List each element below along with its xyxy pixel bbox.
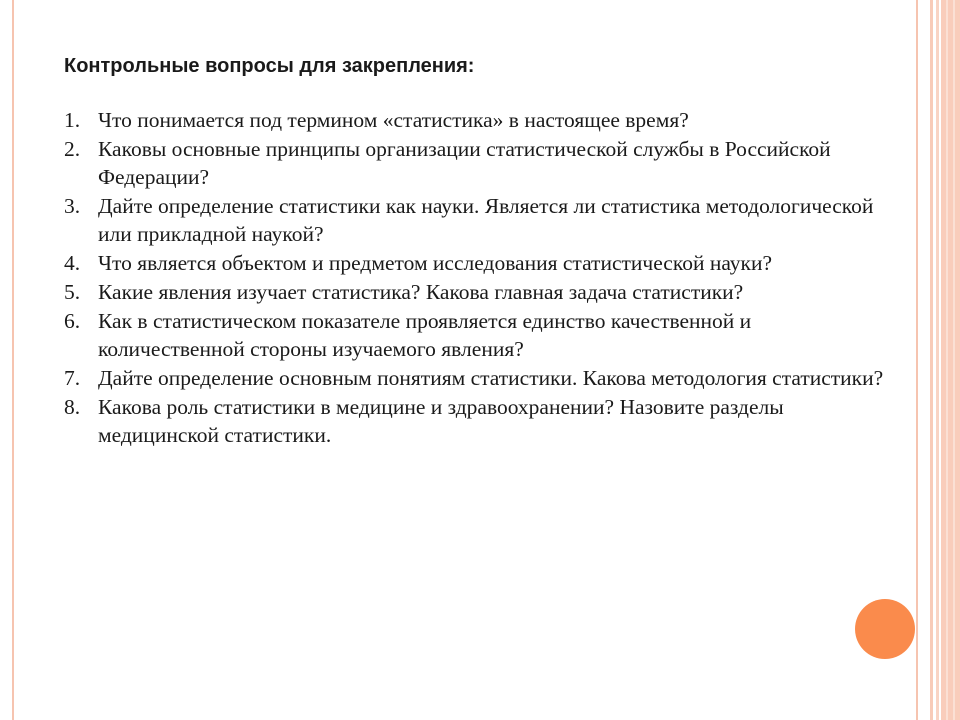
questions-list: [64, 106, 894, 449]
decorative-circle: [855, 599, 915, 659]
list-item: [64, 364, 894, 392]
list-item: [64, 249, 894, 277]
decorative-stripe: [953, 0, 955, 720]
item-number: 4.: [64, 251, 81, 275]
item-number: 5.: [64, 280, 81, 304]
list-item: [64, 393, 894, 449]
item-text: Дайте определение статистики как науки. Является ли статистика методологической или прикладной наукой?: [98, 194, 874, 246]
decorative-stripe: [941, 0, 960, 720]
item-number: 7.: [64, 366, 81, 390]
decorative-stripe: [930, 0, 933, 720]
slide-heading: Контрольные вопросы для закрепления:: [64, 55, 475, 77]
item-text: Как в статистическом показателе проявляется единство качественной и количественной стороны изучаемого явления?: [98, 309, 752, 361]
item-number: 8.: [64, 395, 81, 419]
list-item: [64, 106, 894, 134]
item-text: Какие явления изучает статистика? Какова главная задача статистики?: [98, 280, 744, 304]
slide-content: [64, 52, 894, 450]
list-item: [64, 278, 894, 306]
item-number: 6.: [64, 309, 81, 333]
list-item: [64, 192, 894, 248]
item-text: Что является объектом и предметом исследования статистической науки?: [98, 251, 773, 275]
list-item: [64, 307, 894, 363]
list-item: [64, 135, 894, 191]
item-number: 1.: [64, 108, 81, 132]
item-text: Дайте определение основным понятиям статистики. Какова методология статистики?: [98, 366, 884, 390]
item-text: Каковы основные принципы организации статистической службы в Российской Федерации?: [98, 137, 831, 189]
item-number: 3.: [64, 194, 81, 218]
item-text: Что понимается под термином «статистика» в настоящее время?: [98, 108, 689, 132]
decorative-stripe: [936, 0, 939, 720]
item-text: Какова роль статистики в медицине и здравоохранении? Назовите разделы медицинской статистики.: [98, 395, 784, 447]
decorative-stripe: [946, 0, 948, 720]
item-number: 2.: [64, 137, 81, 161]
